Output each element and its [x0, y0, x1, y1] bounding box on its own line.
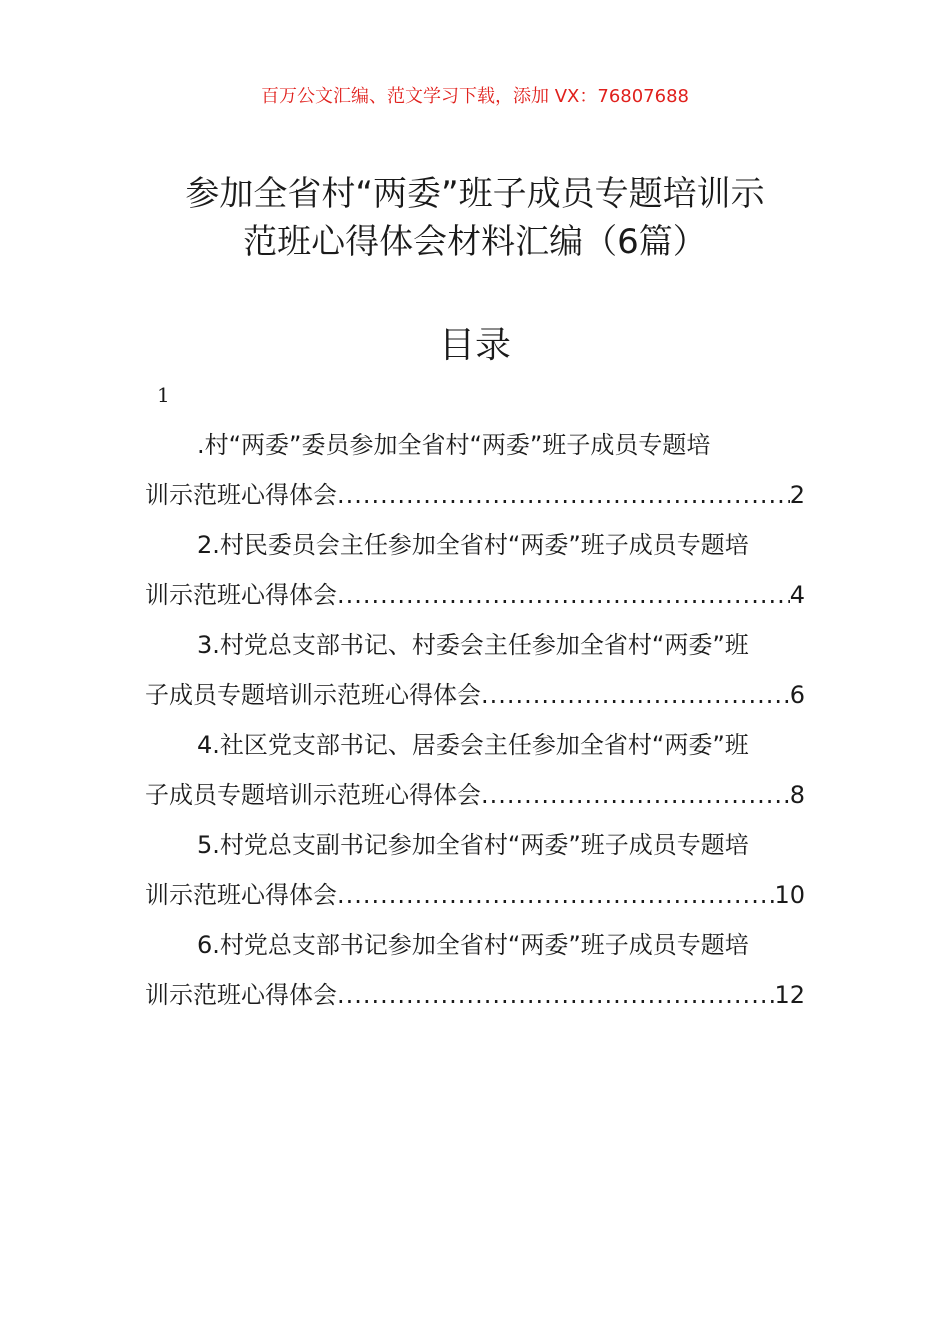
toc-entry-2[interactable]	[145, 520, 805, 620]
toc-entry-3[interactable]	[145, 620, 805, 720]
toc-entry-title-line-2	[145, 870, 805, 920]
toc-entry-title-line-1: 3.村党总支部书记、村委会主任参加全省村“两委”班	[197, 631, 749, 659]
toc-entry-title-tail: 子成员专题培训示范班心得体会	[145, 781, 481, 809]
toc-page-number: 6	[789, 681, 805, 709]
promo-banner: 百万公文汇编、范文学习下载，添加 VX：76807688	[261, 86, 689, 107]
toc-page-number: 12	[774, 981, 805, 1009]
toc-entry-title-tail: 训示范班心得体会	[145, 481, 337, 509]
toc-entry-title-tail: 训示范班心得体会	[145, 881, 337, 909]
document-title-line-1: 参加全省村“两委”班子成员专题培训示	[185, 174, 765, 214]
toc-heading: 目录	[438, 325, 511, 366]
document-title	[0, 170, 950, 266]
toc-entry-6[interactable]	[145, 920, 805, 1020]
toc-page-number: 10	[774, 881, 805, 909]
toc-entry-5[interactable]	[145, 820, 805, 920]
toc-entry-title-line-1: 4.社区党支部书记、居委会主任参加全省村“两委”班	[197, 731, 749, 759]
toc-leader-dots	[337, 470, 790, 520]
toc-page-number: 8	[789, 781, 805, 809]
toc-entry-title-line-1: 2.村民委员会主任参加全省村“两委”班子成员专题培	[197, 531, 749, 559]
toc-entry-4[interactable]	[145, 720, 805, 820]
toc-entry-title-line-2	[145, 570, 805, 620]
toc-entry-title-line-1: .村“两委”委员参加全省村“两委”班子成员专题培	[197, 431, 711, 459]
table-of-contents	[145, 420, 805, 1020]
toc-entry-title-line-1: 6.村党总支部书记参加全省村“两委”班子成员专题培	[197, 931, 749, 959]
toc-leader-dots	[481, 670, 790, 720]
toc-page-number: 2	[789, 481, 805, 509]
document-title-line-2: 范班心得体会材料汇编（6篇）	[243, 222, 707, 262]
toc-entry-title-line-2	[145, 470, 805, 520]
toc-leader-dots	[337, 870, 774, 920]
toc-leader-dots	[337, 970, 774, 1020]
toc-entry-1[interactable]	[145, 420, 805, 520]
toc-entry-title-tail: 训示范班心得体会	[145, 581, 337, 609]
toc-entry-title-tail: 子成员专题培训示范班心得体会	[145, 681, 481, 709]
toc-entry-title-line-2	[145, 970, 805, 1020]
toc-entry-title-line-2	[145, 770, 805, 820]
toc-leader-dots	[337, 570, 790, 620]
toc-page-number: 4	[789, 581, 805, 609]
toc-entry-title-line-1: 5.村党总支副书记参加全省村“两委”班子成员专题培	[197, 831, 749, 859]
toc-entry-title-tail: 训示范班心得体会	[145, 981, 337, 1009]
stray-number: 1	[157, 383, 170, 407]
toc-leader-dots	[481, 770, 790, 820]
toc-entry-title-line-2	[145, 670, 805, 720]
